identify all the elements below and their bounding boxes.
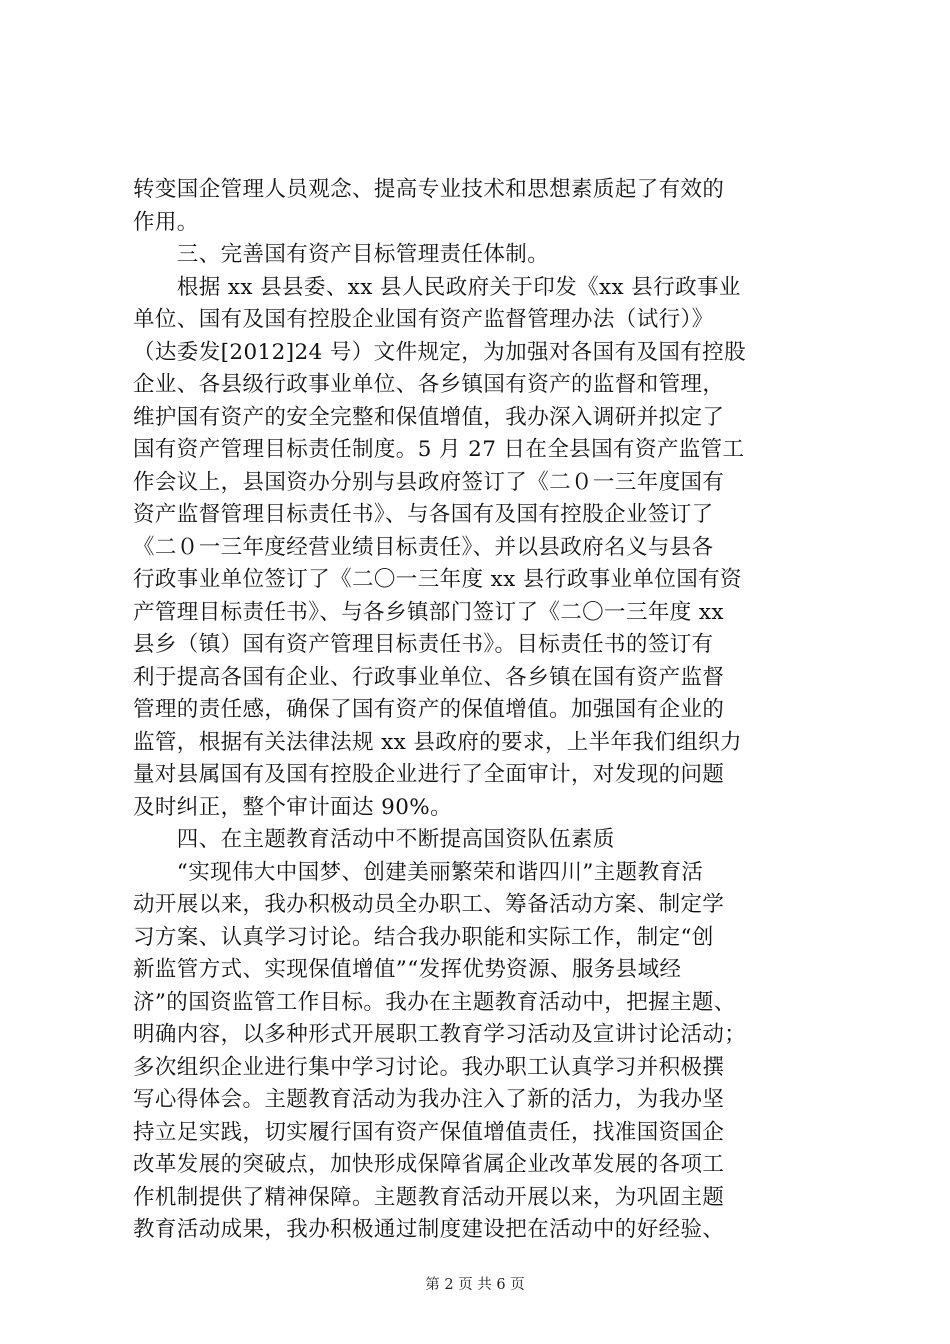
text-line: 济”的国资监管工作目标。我办在主题教育活动中，把握主题、 — [133, 989, 736, 1015]
text-line: 写心得体会。主题教育活动为我办注入了新的活力，为我办坚 — [133, 1087, 725, 1112]
text-line: 教育活动成果，我办积极通过制度建设把在活动中的好经验、 — [133, 1217, 725, 1242]
section-heading: 四、在主题教育活动中不断提高国资队伍素质 — [133, 827, 615, 852]
text-line: 企业、各县级行政事业单位、各乡镇国有资产的监督和管理， — [133, 372, 725, 397]
text-line: 单位、国有及国有控股企业国有资产监督管理办法（试行）》 — [133, 307, 714, 332]
text-line: 作会议上，县国资办分别与县政府签订了《二０一三年度国有 — [133, 469, 725, 495]
text-line: 根据 xx 县县委、xx 县人民政府关于印发《xx 县行政事业 — [133, 274, 741, 300]
text-line: 利于提高各国有企业、行政事业单位、各乡镇在国有资产监督 — [133, 664, 725, 690]
text-line: 作机制提供了精神保障。主题教育活动开展以来，为巩固主题 — [133, 1184, 725, 1210]
document-body — [133, 174, 833, 1247]
text-line: 量对县属国有及国有控股企业进行了全面审计，对发现的问题 — [133, 762, 725, 787]
text-line: 作用。 — [133, 209, 199, 235]
text-line: 动开展以来，我办积极动员全办职工、筹备活动方案、制定学 — [133, 892, 725, 917]
text-line: 管理的责任感，确保了国有资产的保值增值。加强国有企业的 — [133, 697, 725, 722]
text-line: 县乡（镇）国有资产管理目标责任书》。目标责任书的签订有 — [133, 632, 714, 657]
text-line: （达委发[2012]24 号）文件规定，为加强对各国有及国有控股 — [133, 339, 746, 365]
text-line: 多次组织企业进行集中学习讨论。我办职工认真学习并积极撰 — [133, 1054, 725, 1080]
section-heading: 三、完善国有资产目标管理责任体制。 — [133, 242, 550, 267]
text-line: 产管理目标责任书》、与各乡镇部门签订了《二〇一三年度 xx — [133, 599, 724, 625]
text-line: 监管，根据有关法律法规 xx 县政府的要求，上半年我们组织力 — [133, 729, 742, 755]
text-line: 《二０一三年度经营业绩目标责任》、并以县政府名义与县各 — [133, 534, 714, 560]
text-line: 新监管方式、实现保值增值”“发挥优势资源、服务县域经 — [133, 957, 682, 982]
text-line: 持立足实践，切实履行国有资产保值增值责任，找准国资国企 — [133, 1119, 725, 1145]
text-line: 行政事业单位签订了《二〇一三年度 xx 县行政事业单位国有资 — [133, 567, 742, 592]
text-line: “实现伟大中国梦、创建美丽繁荣和谐四川”主题教育活 — [133, 859, 704, 885]
text-line: 转变国企管理人员观念、提高专业技术和思想素质起了有效的 — [133, 177, 725, 202]
text-line: 习方案、认真学习讨论。结合我办职能和实际工作，制定“创 — [133, 924, 714, 950]
text-line: 维护国有资产的安全完整和保值增值，我办深入调研并拟定了 — [133, 404, 725, 430]
text-line: 资产监督管理目标责任书》、与各国有及国有控股企业签订了 — [133, 502, 714, 527]
text-line: 改革发展的突破点，加快形成保障省属企业改革发展的各项工 — [133, 1152, 725, 1177]
text-line: 明确内容，以多种形式开展职工教育学习活动及宣讲讨论活动； — [133, 1022, 747, 1047]
text-line: 及时纠正，整个审计面达 90%。 — [133, 794, 453, 820]
text-line: 国有资产管理目标责任制度。5 月 27 日在全县国有资产监管工 — [133, 437, 745, 462]
page-number-footer: 第 2 页 共 6 页 — [425, 1277, 525, 1293]
